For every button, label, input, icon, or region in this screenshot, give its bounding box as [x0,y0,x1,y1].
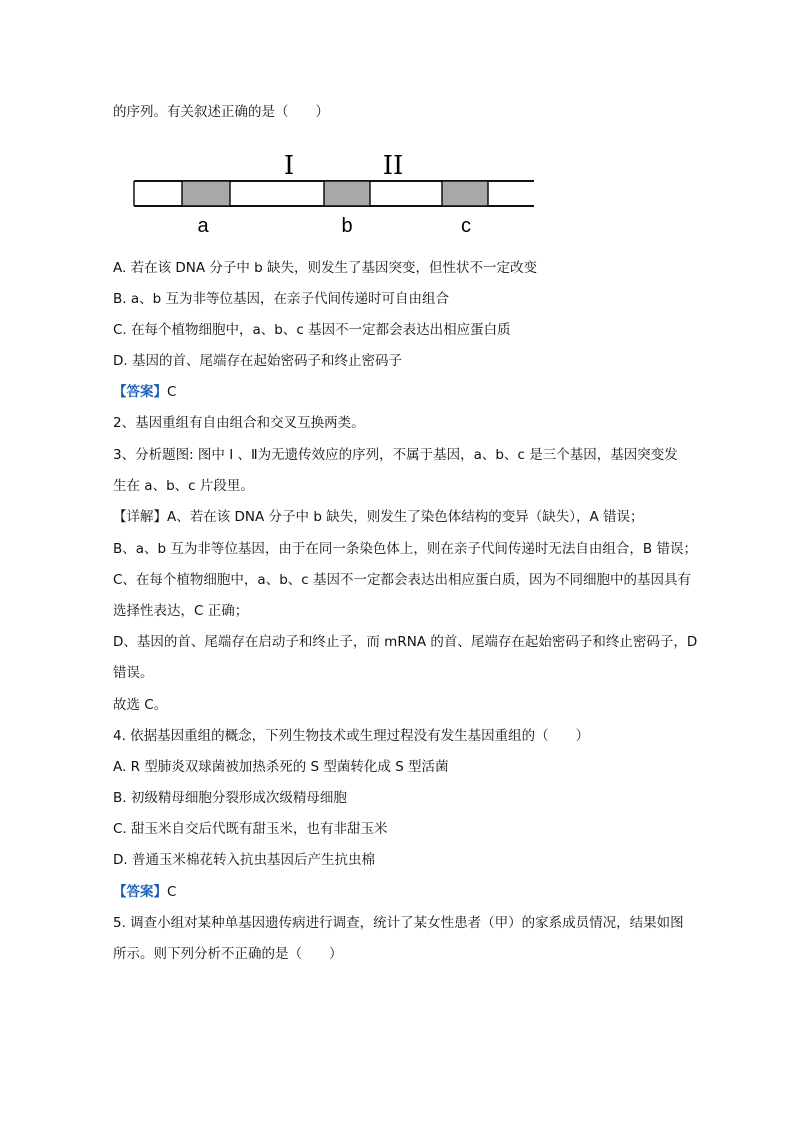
q2-analysis-line: 生在 a、b、c 片段里。 [113,478,254,494]
q2-detail-line: C、在每个植物细胞中，a、b、c 基因不一定都会表达出相应蛋白质，因为不同细胞中的基因具有 [113,572,691,588]
q4-answer [113,882,176,902]
q5-stem-line: 所示。则下列分析不正确的是（ ） [113,946,343,962]
q2-detail-line: 错误。 [113,665,154,681]
answer-bracket-close: 】 [153,384,167,400]
answer-value: C [167,384,177,400]
gene-c-segment [442,181,488,206]
label-roman-1: I [283,151,295,181]
gene-b-segment [324,181,370,206]
q2-option-c: C. 在每个植物细胞中，a、b、c 基因不一定都会表达出相应蛋白质 [113,322,511,338]
q4-option-a: A. R 型肺炎双球菌被加热杀死的 S 型菌转化成 S 型活菌 [113,759,449,775]
q2-analysis-line: 2、基因重组有自由组合和交叉互换两类。 [113,415,365,431]
answer-label: 答案 [126,384,154,400]
label-gene-c: c [461,215,471,237]
q4-stem: 4. 依据基因重组的概念，下列生物技术或生理过程没有发生基因重组的（ ） [113,728,590,744]
answer-label: 答案 [126,884,154,900]
label-roman-2: II [382,151,404,181]
q4-option-b: B. 初级精母细胞分裂形成次级精母细胞 [113,790,347,806]
answer-bracket-open: 【 [113,384,127,400]
q2-detail-line: B、a、b 互为非等位基因，由于在同一条染色体上，则在亲子代间传递时无法自由组合，B 错误； [113,541,697,557]
answer-value: C [167,884,177,900]
answer-bracket-close: 】 [153,884,167,900]
q2-option-b: B. a、b 互为非等位基因，在亲子代间传递时可自由组合 [113,291,449,307]
q2-detail-line: 选择性表达，C 正确； [113,603,249,619]
detail-bracket-open: 【 [113,509,127,525]
dna-segment-figure [130,150,540,240]
q2-option-d: D. 基因的首、尾端存在起始密码子和终止密码子 [113,353,402,369]
q2-option-a: A. 若在该 DNA 分子中 b 缺失，则发生了基因突变，但性状不一定改变 [113,260,538,276]
label-gene-b: b [341,215,353,237]
q2-answer [113,382,176,402]
q4-option-d: D. 普通玉米棉花转入抗虫基因后产生抗虫棉 [113,852,375,868]
q4-option-c: C. 甜玉米自交后代既有甜玉米，也有非甜玉米 [113,821,388,837]
answer-bracket-open: 【 [113,884,127,900]
q2-conclusion: 故选 C。 [113,697,168,713]
detail-bracket-close: 】 [153,509,167,525]
gene-a-segment [182,181,230,206]
q2-analysis-line: 3、分析题图: 图中 Ⅰ 、Ⅱ为无遗传效应的序列，不属于基因，a、b、c 是三个基因，基因突变发 [113,447,678,463]
detail-text: A、若在该 DNA 分子中 b 缺失，则发生了染色体结构的变异（缺失），A 错误； [167,509,644,525]
label-gene-a: a [197,215,209,237]
detail-label: 详解 [126,509,154,525]
intro-tail: 的序列。有关叙述正确的是（ ） [113,104,329,120]
q2-detail-line: D、基因的首、尾端存在启动子和终止子，而 mRNA 的首、尾端存在起始密码子和终止密码子，D [113,634,698,650]
q5-stem-line: 5. 调查小组对某种单基因遗传病进行调查，统计了某女性患者（甲）的家系成员情况，结果如图 [113,915,684,931]
q2-detail-line [113,507,643,527]
